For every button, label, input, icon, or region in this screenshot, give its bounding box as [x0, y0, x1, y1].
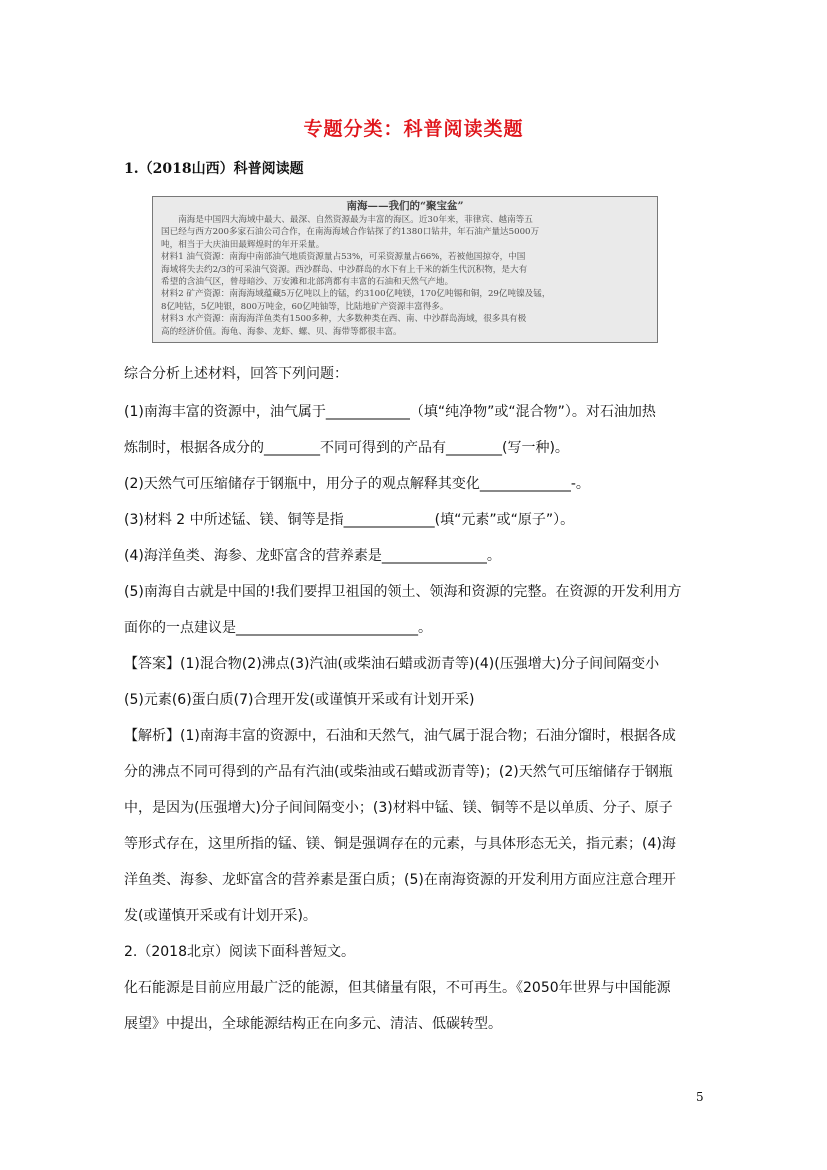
question-line: (3)材料 2 中所述锰、镁、铜等是指_____________(填“元素”或“原子”）。	[124, 512, 575, 528]
analysis-line: 【解析】(1)南海丰富的资源中，石油和天然气，油气属于混合物；石油分馏时，根据各成	[124, 728, 676, 744]
material-line: 材料3 水产资源：南海海洋鱼类有1500多种，大多数种类在西、南、中沙群岛海域，很多具有极	[161, 314, 527, 325]
question-line: (1)南海丰富的资源中，油气属于____________（填“纯净物”或“混合物”）。对石油加热	[124, 404, 656, 420]
question-line: (4)海洋鱼类、海参、龙虾富含的营养素是_______________。	[124, 548, 501, 564]
analysis-line: 洋鱼类、海参、龙虾富含的营养素是蛋白质；(5)在南海资源的开发利用方面应注意合理开	[124, 872, 676, 888]
material-title: 南海——我们的“聚宝盆”	[346, 200, 464, 212]
passage-line: 展望》中提出，全球能源结构正在向多元、清洁、低碳转型。	[124, 1016, 502, 1032]
material-line: 国已经与西方200多家石油公司合作，在南海海域合作钻探了约1380口钻井，年石油产量达5000万	[161, 227, 540, 238]
analysis-line: 等形式存在，这里所指的锰、镁、铜是强调存在的元素，与具体形态无关，指元素；(4)海	[124, 836, 676, 852]
question-1-heading: 1.（2018山西）科普阅读题	[124, 161, 304, 177]
material-line: 吨，相当于大庆油田最辉煌时的年开采量。	[161, 239, 325, 250]
analysis-line: 发(或谨慎开采或有计划开采)。	[124, 908, 317, 924]
material-line: 海域将失去约2/3的可采油气资源。西沙群岛、中沙群岛的水下有上千米的新生代沉积物，是大有	[161, 264, 528, 275]
question-2-heading: 2.（2018北京）阅读下面科普短文。	[124, 944, 355, 960]
page-number: 5	[696, 1090, 704, 1104]
question-line: 炼制时，根据各成分的________不同可得到的产品有________(写一种)。	[124, 440, 569, 456]
material-line: 8亿吨钴，5亿吨银，800万吨金，60亿吨铀等，比陆地矿产资源丰富得多。	[161, 301, 449, 312]
material-line: 高的经济价值。海龟、海参、龙虾、螺、贝、海带等都很丰富。	[161, 326, 402, 337]
material-line: 材料2 矿产资源：南海海域蕴藏5万亿吨以上的锰，约3100亿吨镁，170亿吨锡和铜，29亿吨镍及锰，	[161, 289, 551, 300]
question-line: (5)南海自古就是中国的!我们要捍卫祖国的领土、领海和资源的完整。在资源的开发利用方	[124, 584, 682, 600]
material-line: 材料1 油气资源：南海中南部油气地质资源量占53%，可采资源量占66%，若被他国掠夺，中国	[161, 252, 526, 263]
analysis-line: 分的沸点不同可得到的产品有汽油(或柴油或石蜡或沥青等)；(2)天然气可压缩储存于钢瓶	[124, 764, 673, 780]
material-line: 希望的含油气区，曾母暗沙、万安滩和北部湾都有丰富的石油和天然气产地。	[161, 277, 454, 288]
material-line: 南海是中国四大海域中最大、最深、自然资源最为丰富的海区。近30年来，菲律宾、越南等五	[178, 215, 533, 225]
answer-line: 【答案】(1)混合物(2)沸点(3)汽油(或柴油石蜡或沥青等)(4)(压强增大)分子间间隔变小	[124, 656, 660, 672]
question-line: 面你的一点建议是__________________________。	[124, 620, 432, 636]
analysis-line: 中，是因为(压强增大)分子间间隔变小；(3)材料中锰、镁、铜等不是以单质、分子、原子	[124, 800, 673, 816]
material-image	[152, 196, 658, 343]
question-line: (2)天然气可压缩储存于钢瓶中，用分子的观点解释其变化_____________-。	[124, 476, 590, 492]
answer-line: (5)元素(6)蛋白质(7)合理开发(或谨慎开采或有计划开采)	[124, 692, 475, 708]
page-title: 专题分类：科普阅读类题	[303, 118, 524, 140]
intro-text: 综合分析上述材料，回答下列问题：	[124, 366, 348, 382]
passage-line: 化石能源是目前应用最广泛的能源，但其储量有限，不可再生。《2050年世界与中国能源	[124, 980, 671, 996]
